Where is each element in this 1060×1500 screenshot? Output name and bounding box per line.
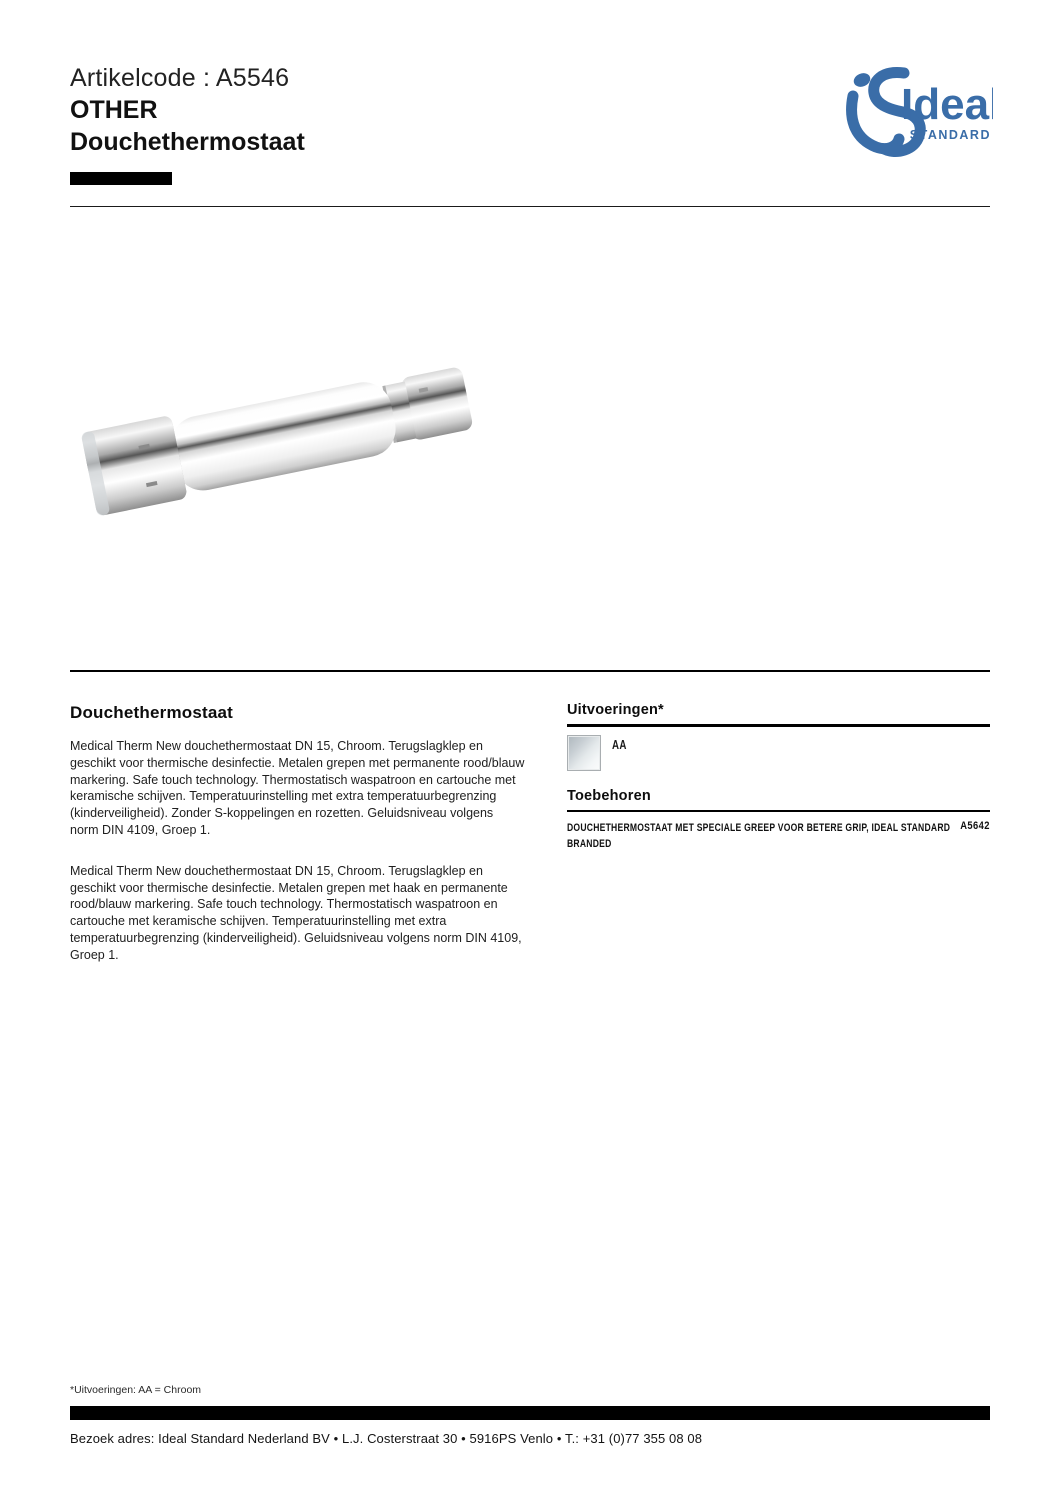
ideal-standard-logo-graphic (843, 66, 993, 164)
accessory-row (567, 820, 990, 852)
logo-brand-text: Ideal (901, 80, 993, 129)
description-paragraph-1: Medical Therm New douchethermostaat DN 15, Chroom. Terugslagklep en geschikt voor thermische desinfectie. Metalen grepen met permanente rood/blauw markering. Safe touch technology. Thermostatisch waspatroon en cartouche met keramische schijven. Temperatuurinstelling met extra temperatuurbegrenzing (kinderveiligheid). Zonder S-koppelingen en rozetten. Geluidsniveau volgens norm DIN 4109, Groep 1. (70, 739, 525, 837)
product-photo-graphic (78, 358, 482, 518)
variants-section (567, 702, 990, 852)
description-paragraph-2: Medical Therm New douchethermostaat DN 15, Chroom. Terugslagklep en geschikt voor thermische desinfectie. Metalen grepen met haak en permanente rood/blauw markering. Safe touch technology. Thermostatisch waspatroon en cartouche met keramische schijven. Temperatuurinstelling met extra temperatuurbegrenzing (kinderveiligheid). Geluidsniveau volgens norm DIN 4109, Groep 1. (70, 863, 522, 962)
footer-black-bar (70, 1406, 990, 1420)
artikelcode-line: Artikelcode : A5546 (70, 64, 290, 92)
thermostat-body (166, 377, 400, 495)
product-photo-shower-thermostat (78, 358, 482, 518)
finish-swatch-chrome (567, 735, 601, 771)
logo-sub-text: STANDARD (909, 128, 991, 142)
toebehoren-rule (567, 810, 990, 813)
category-title: OTHER (70, 96, 158, 124)
footer-address: Bezoek adres: Ideal Standard Nederland BV • L.J. Costerstraat 30 • 5916PS Venlo • T.: +31 (0)77 355 08 08 (70, 1431, 703, 1446)
title-underline-bar (70, 172, 172, 185)
accessory-description: DOUCHETHERMOSTAAT MET SPECIALE GREEP VOOR BETERE GRIP, IDEAL STANDARD BRANDED (567, 822, 951, 850)
uitvoeringen-heading: Uitvoeringen* (567, 702, 664, 718)
product-name-title: Douchethermostaat (70, 128, 305, 156)
description-section (70, 703, 525, 988)
accessory-code: A5642 (960, 820, 990, 832)
content-divider-line (70, 670, 990, 672)
toebehoren-heading: Toebehoren (567, 787, 651, 804)
uitvoeringen-rule (567, 724, 990, 727)
ideal-standard-logo (843, 66, 993, 164)
header-divider-line (70, 206, 990, 207)
finish-option-row (567, 735, 990, 773)
description-heading: Douchethermostaat (70, 703, 234, 722)
finish-code-label: AA (612, 737, 627, 752)
finish-footnote: *Uitvoeringen: AA = Chroom (70, 1384, 202, 1396)
